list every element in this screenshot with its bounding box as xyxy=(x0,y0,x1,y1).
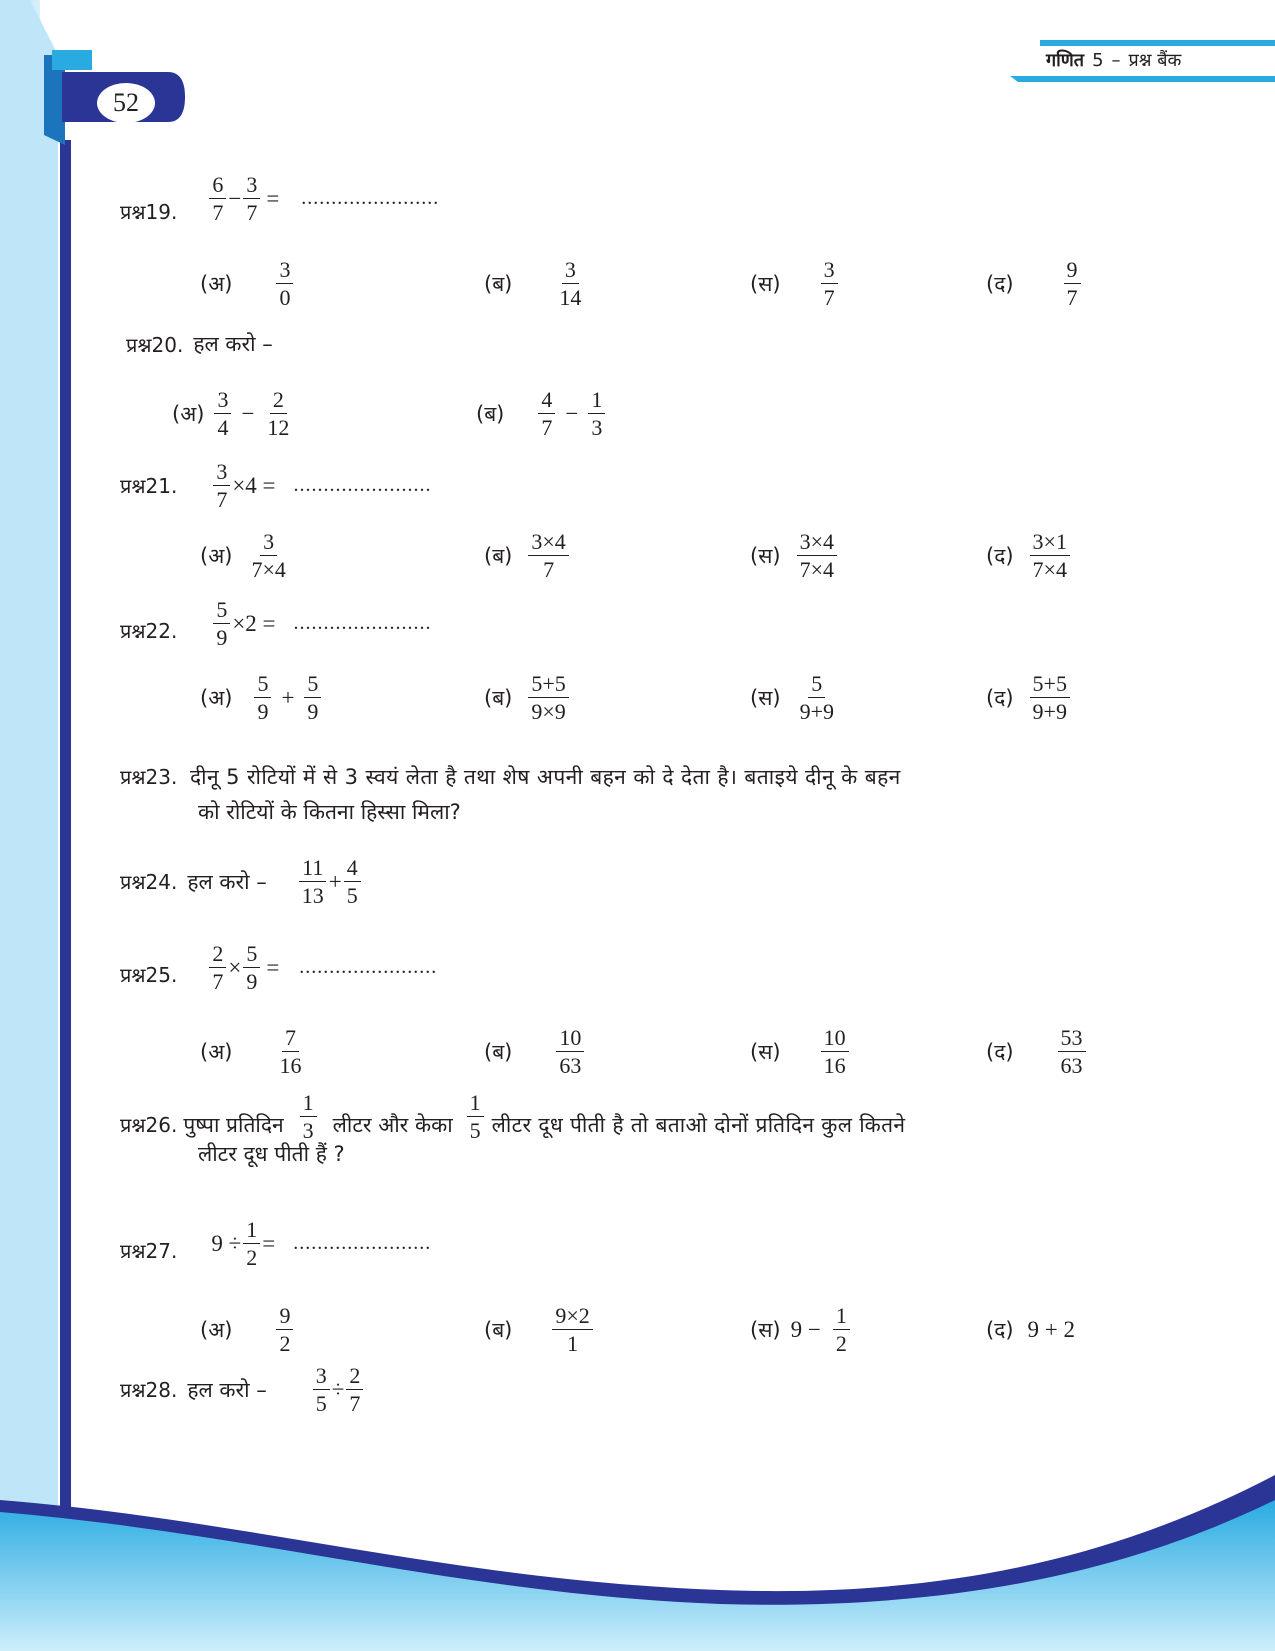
operator: − xyxy=(565,400,579,426)
option-label: (ब) xyxy=(484,685,513,710)
fraction: $\frac{3}{7}$ xyxy=(213,460,230,511)
option-label: (स) xyxy=(750,271,781,296)
page-header xyxy=(1046,48,1181,72)
option-label: (ब) xyxy=(476,401,505,426)
fraction: $\frac{5+5}{9\times 9}$ xyxy=(528,672,568,723)
option xyxy=(750,1304,852,1355)
option xyxy=(750,530,839,581)
question-20 xyxy=(126,330,273,358)
option-label: (द) xyxy=(986,1318,1014,1342)
operator: × xyxy=(228,954,242,980)
option xyxy=(986,1316,1075,1344)
expression: 9 + 2 xyxy=(1027,1317,1076,1342)
question-label: प्रश्न22. xyxy=(120,619,178,644)
fraction: $\frac{3}{14}$ xyxy=(559,257,582,311)
option xyxy=(986,1026,1088,1077)
option xyxy=(200,1304,295,1355)
fraction: $\frac{3\times 1}{7\times 4}$ xyxy=(1030,530,1070,581)
fraction: $\frac{5}{9}$ xyxy=(243,942,260,993)
fraction: $\frac{5}{9}$ xyxy=(304,672,321,723)
multiplier-expression: ×4 = xyxy=(232,472,276,498)
option xyxy=(200,258,295,309)
question-24 xyxy=(120,856,363,907)
fraction: $\frac{1}{3}$ xyxy=(588,388,605,439)
fraction: $\frac{4}{7}$ xyxy=(538,388,555,439)
option-label: (द) xyxy=(986,1039,1014,1064)
fraction: $\frac{9\times 2}{1}$ xyxy=(552,1304,592,1355)
expression-prefix: 9 − xyxy=(790,1316,821,1342)
option-label: (स) xyxy=(750,1317,781,1342)
question-20-part-b xyxy=(476,388,607,439)
equals-sign: = xyxy=(262,1230,276,1256)
option xyxy=(750,258,840,309)
header-section: प्रश्न बैंक xyxy=(1128,50,1182,71)
fraction: $\frac{3}{7}$ xyxy=(821,258,838,309)
question-22 xyxy=(120,598,432,649)
fraction: $\frac{9}{2}$ xyxy=(276,1304,293,1355)
question-label: प्रश्न20. xyxy=(126,332,184,357)
fraction: $\frac{1}{2}$ xyxy=(243,1218,260,1269)
fraction: $\frac{3\times 4}{7}$ xyxy=(528,530,568,581)
option-label: (अ) xyxy=(200,1317,233,1342)
fraction: $\frac{3}{7\times 4}$ xyxy=(251,529,286,583)
fraction: $\frac{2}{12}$ xyxy=(267,387,290,441)
question-text-line-1: दीनू 5 रोटियों में से 3 स्वयं लेता है तथा शेष अपनी बहन को दे देता है। बताइये दीनू के बहन xyxy=(190,765,901,789)
fraction: $\frac{1}{5}$ xyxy=(467,1091,484,1142)
header-title: गणित xyxy=(1046,50,1085,71)
fraction: $\frac{3}{4}$ xyxy=(214,388,231,439)
dividend-expression: 9 ÷ xyxy=(211,1230,242,1256)
fraction: $\frac{4}{5}$ xyxy=(344,856,361,907)
answer-blank: ....................... xyxy=(293,474,432,497)
fraction: $\frac{3}{7}$ xyxy=(243,173,260,224)
fraction: $\frac{3}{5}$ xyxy=(313,1364,330,1415)
question-21 xyxy=(120,460,432,511)
answer-blank: ....................... xyxy=(293,1232,432,1255)
fraction: $\frac{10}{63}$ xyxy=(556,1026,584,1077)
question-label: प्रश्न26. xyxy=(120,1113,178,1137)
option xyxy=(484,530,571,581)
question-text-line-2: लीटर दूध पीती हैं ? xyxy=(198,1142,345,1166)
operator: ÷ xyxy=(331,1376,345,1402)
question-label: प्रश्न19. xyxy=(120,200,178,224)
option-label: (ब) xyxy=(484,1317,513,1342)
fraction: $\frac{2}{7}$ xyxy=(209,942,226,993)
answer-blank: ....................... xyxy=(301,187,440,209)
option-label: (अ) xyxy=(172,401,205,426)
answer-blank: ....................... xyxy=(299,956,438,979)
option xyxy=(484,1026,586,1077)
page-number: 52 xyxy=(113,88,139,117)
option-label: (अ) xyxy=(200,685,233,710)
multiplier-expression: ×2 = xyxy=(232,610,276,636)
header-subject-number: 5 xyxy=(1092,49,1104,71)
option xyxy=(484,1304,595,1355)
fraction: $\frac{11}{13}$ xyxy=(299,856,327,907)
option-label: (द) xyxy=(986,685,1014,710)
fraction: $\frac{5+5}{9+9}$ xyxy=(1030,672,1070,723)
option xyxy=(200,1026,306,1077)
question-23 xyxy=(120,760,1210,830)
operator: + xyxy=(328,868,342,894)
option xyxy=(484,258,586,309)
question-text-part-2: लीटर और केका xyxy=(332,1113,453,1137)
option-label: (स) xyxy=(750,1039,781,1064)
question-text-part-1: पुष्पा प्रतिदिन xyxy=(183,1113,284,1137)
option-label: (द) xyxy=(986,543,1014,568)
option-label: (द) xyxy=(986,271,1014,296)
question-19 xyxy=(120,172,439,225)
equals-sign: = xyxy=(266,954,280,980)
equals-sign: = xyxy=(266,185,280,211)
answer-blank: ....................... xyxy=(293,612,432,635)
question-28 xyxy=(120,1364,365,1415)
fraction: $\frac{9}{7}$ xyxy=(1064,258,1081,309)
option xyxy=(986,258,1083,309)
fraction: $\frac{53}{63}$ xyxy=(1058,1026,1086,1077)
question-label: प्रश्न24. xyxy=(120,870,178,895)
option xyxy=(986,530,1072,581)
fraction: $\frac{10}{16}$ xyxy=(821,1026,849,1077)
fraction: $\frac{1}{2}$ xyxy=(833,1304,850,1355)
option-label: (अ) xyxy=(200,1039,233,1064)
question-text: हल करो – xyxy=(187,869,267,894)
fraction: $\frac{5}{9}$ xyxy=(254,672,271,723)
fraction: $\frac{7}{16}$ xyxy=(279,1025,302,1079)
fraction: $\frac{5}{9}$ xyxy=(213,598,230,649)
header-dash: – xyxy=(1111,49,1121,71)
fraction: $\frac{1}{3}$ xyxy=(300,1091,317,1142)
option xyxy=(750,1026,851,1077)
fraction: $\frac{5}{9+9}$ xyxy=(799,671,835,725)
question-label: प्रश्न28. xyxy=(120,1378,178,1403)
option-label: (अ) xyxy=(200,271,233,296)
question-label: प्रश्न27. xyxy=(120,1239,178,1264)
question-label: प्रश्न25. xyxy=(120,963,178,988)
option-label: (स) xyxy=(750,543,781,568)
option-label: (ब) xyxy=(484,1039,513,1064)
operator: + xyxy=(281,684,295,710)
fraction: $\frac{3\times 4}{7\times 4}$ xyxy=(797,530,837,581)
question-27 xyxy=(120,1218,431,1269)
option-label: (ब) xyxy=(484,271,513,296)
operator: − xyxy=(241,400,255,426)
fraction: $\frac{2}{7}$ xyxy=(346,1364,363,1415)
question-text: हल करो – xyxy=(193,332,273,356)
question-20-part-a xyxy=(172,388,294,439)
question-text-part-3: लीटर दूध पीती है तो बताओ दोनों प्रतिदिन कुल कितने xyxy=(491,1113,906,1137)
option-label: (अ) xyxy=(200,543,233,568)
question-25 xyxy=(120,942,437,993)
option xyxy=(484,672,571,723)
option-label: (ब) xyxy=(484,543,513,568)
question-26 xyxy=(120,1090,1220,1172)
option xyxy=(750,672,839,723)
question-text-line-2: को रोटियों के कितना हिस्सा मिला? xyxy=(198,800,461,824)
fraction: $\frac{6}{7}$ xyxy=(209,173,226,224)
option-label: (स) xyxy=(750,685,781,710)
option xyxy=(200,530,291,581)
question-label: प्रश्न23. xyxy=(120,765,178,789)
fraction: $\frac{3}{0}$ xyxy=(276,258,293,309)
question-label: प्रश्न21. xyxy=(120,474,178,499)
operator: − xyxy=(228,185,242,211)
option xyxy=(200,672,323,723)
question-text: हल करो – xyxy=(187,1377,267,1402)
option xyxy=(986,672,1072,723)
